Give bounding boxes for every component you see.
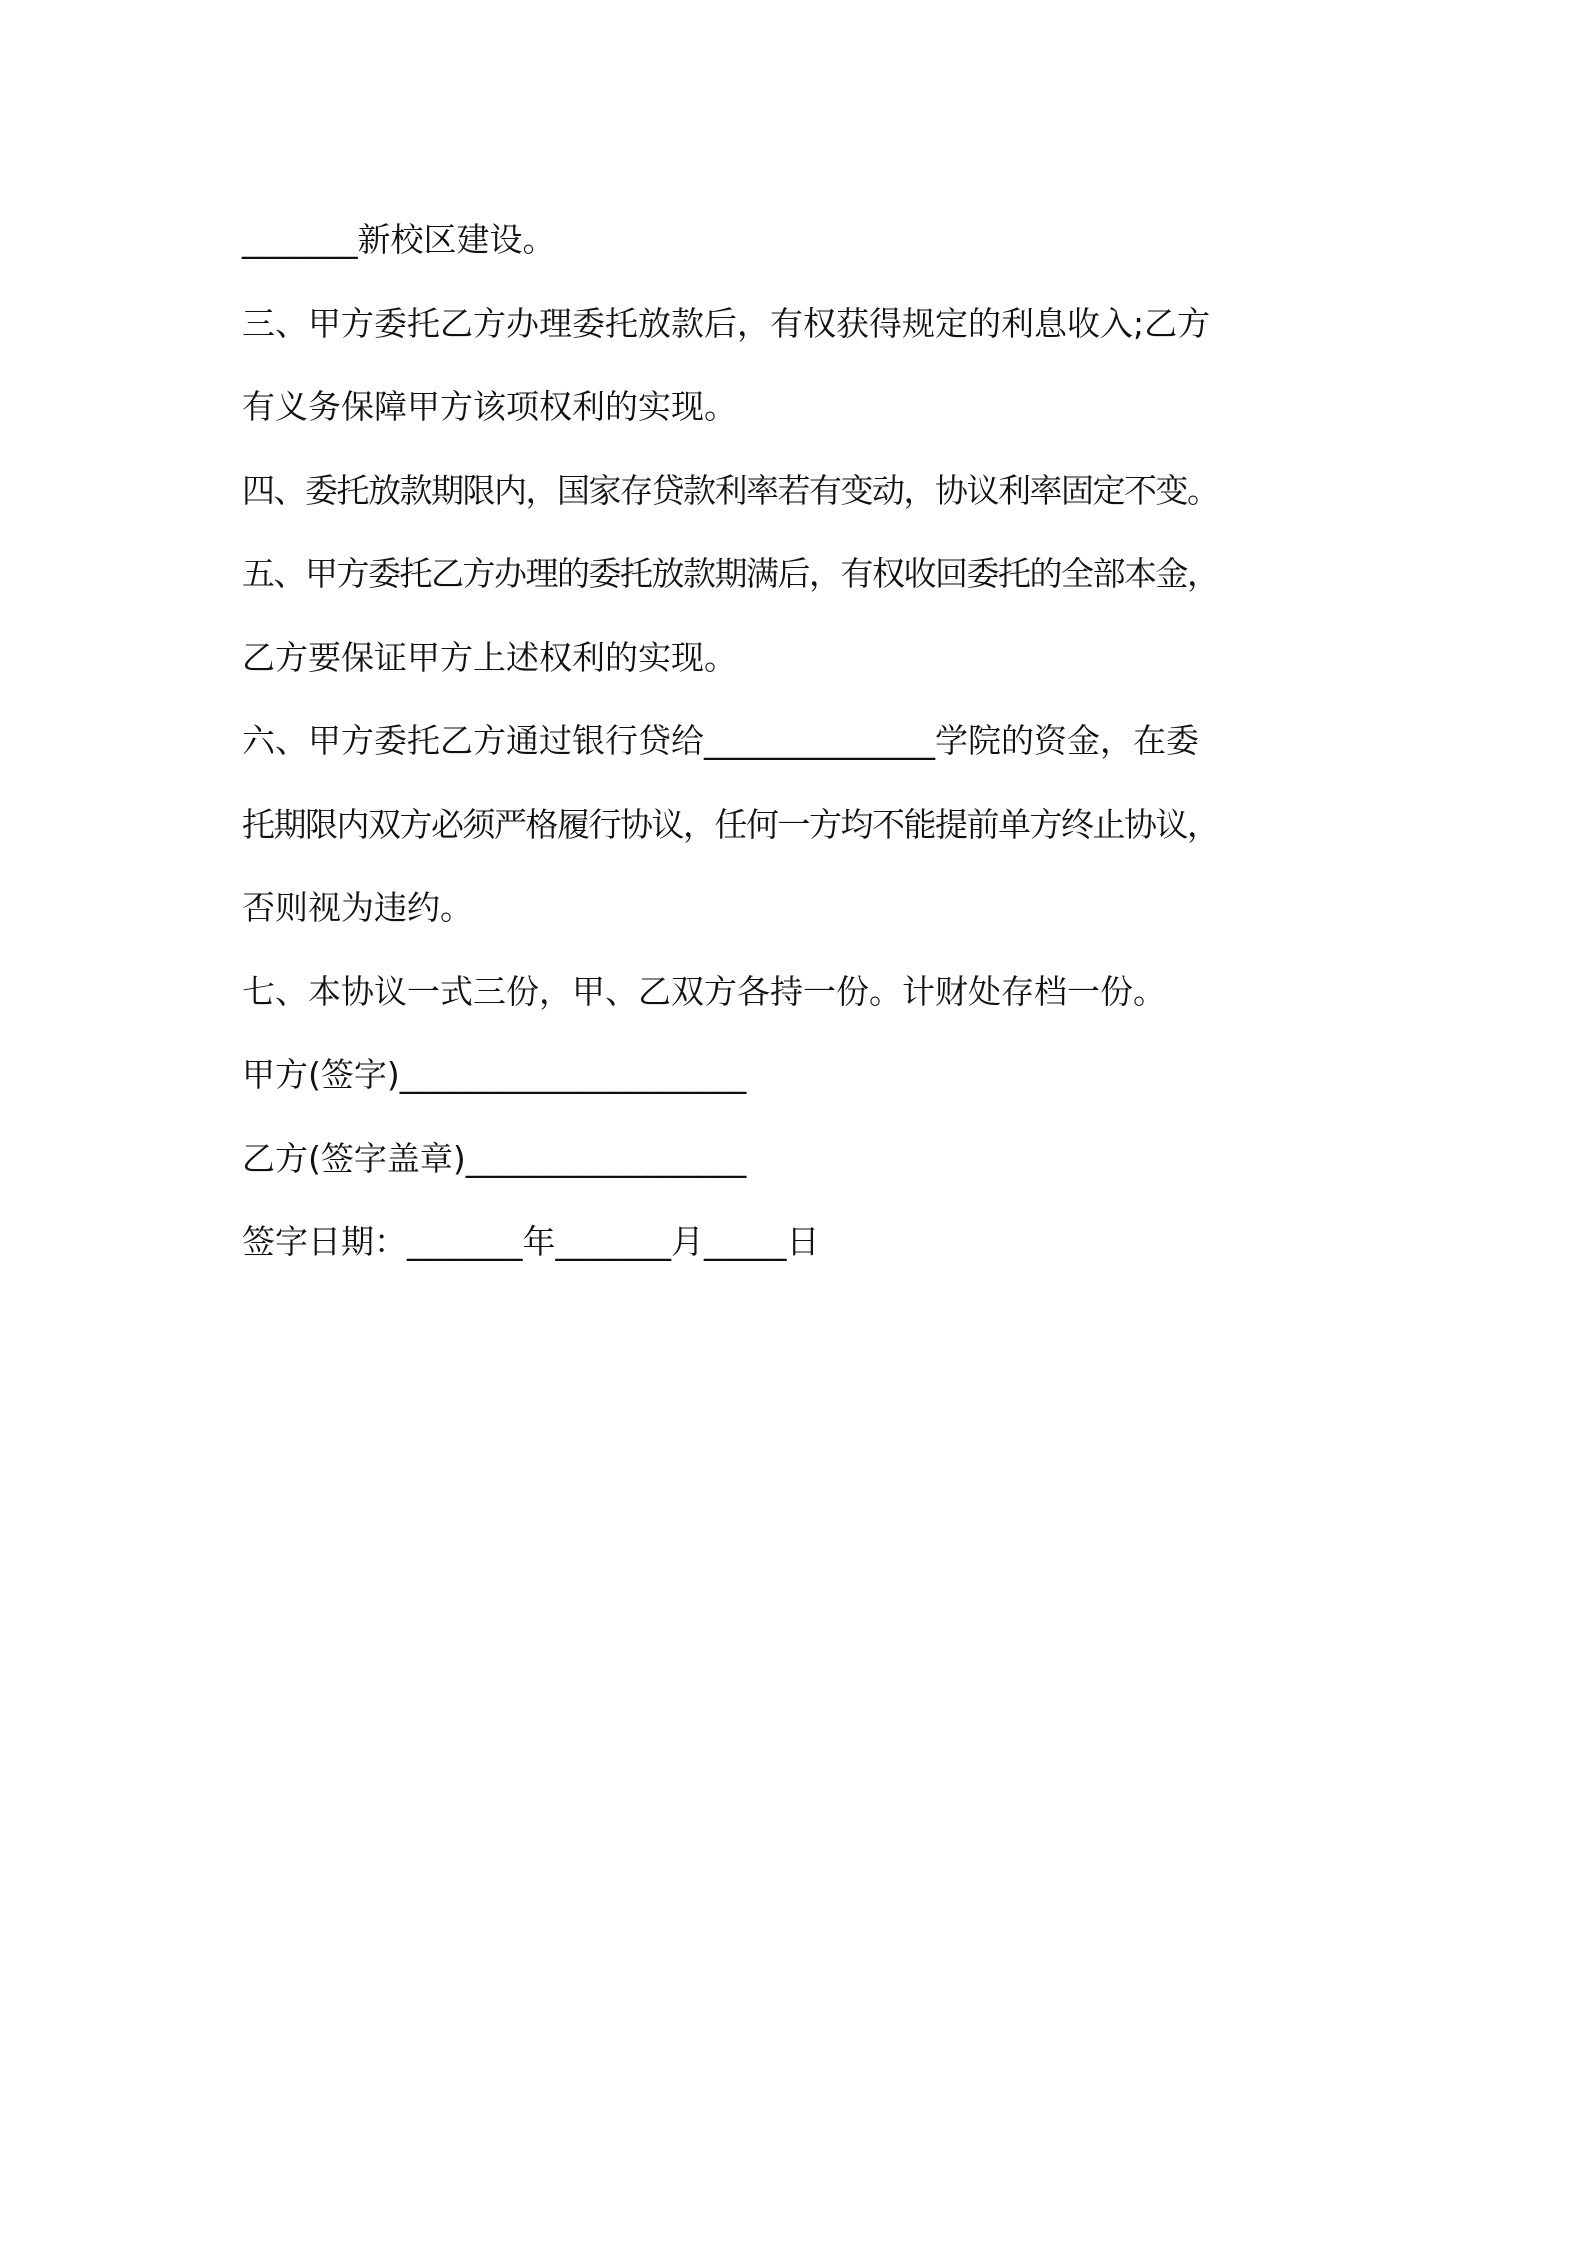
clause-5-line-2: 乙方要保证甲方上述权利的实现。: [242, 637, 737, 677]
clause-4-line-1: 四、委托放款期限内，国家存贷款利率若有变动，协议利率固定不变。: [242, 470, 1219, 510]
clause-6-line-2: 托期限内双方必须严格履行协议，任何一方均不能提前单方终止协议，: [242, 804, 1219, 844]
clause-6-line-1: 六、甲方委托乙方通过银行贷给______________学院的资金，在委: [242, 721, 1199, 760]
clause-5-line-1: 五、甲方委托乙方办理的委托放款期满后，有权收回委托的全部本金，: [242, 554, 1219, 593]
clause-3-line-1: 三、甲方委托乙方办理委托放款后，有权获得规定的利息收入;乙方: [242, 303, 1211, 343]
party-b-signature-line: 乙方(签字盖章)_________________: [242, 1138, 747, 1178]
clause-3-line-2: 有义务保障甲方该项权利的实现。: [242, 387, 737, 426]
party-a-signature-line: 甲方(签字)_____________________: [242, 1055, 747, 1094]
signature-date-line: 签字日期：_______年_______月_____日: [242, 1222, 820, 1261]
clause-7-line-1: 七、本协议一式三份，甲、乙双方各持一份。计财处存档一份。: [242, 971, 1166, 1011]
clause-6-line-3: 否则视为违约。: [242, 888, 473, 927]
agreement-body: [242, 198, 1392, 1284]
paragraph-line-campus: _______新校区建设。: [242, 220, 556, 259]
